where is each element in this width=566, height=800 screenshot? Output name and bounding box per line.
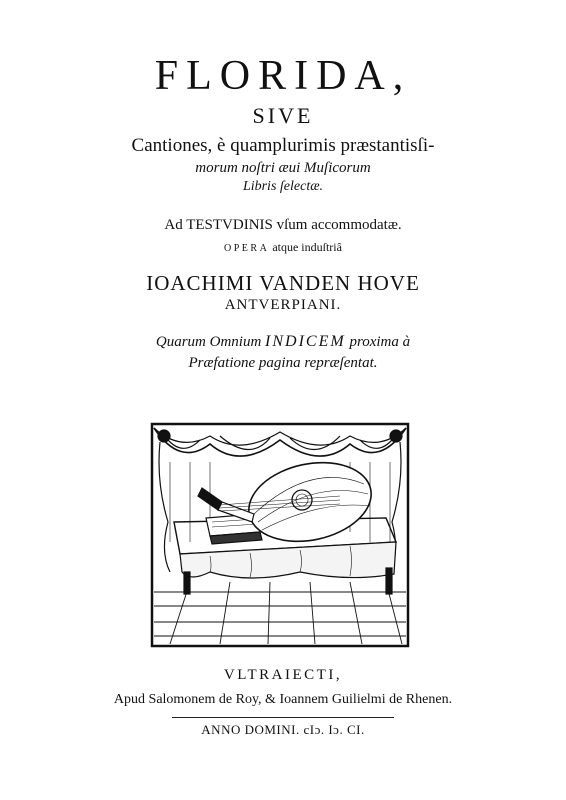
index-note-line-1	[0, 333, 566, 351]
opera-word: OPERA	[224, 243, 270, 254]
atque-words: atque induſtriâ	[272, 240, 342, 254]
imprint-printers: Apud Salomonem de Roy, & Ioannem Guilielmi de Rhenen.	[113, 692, 453, 707]
description-line-3: Libris ſelectæ.	[242, 179, 324, 194]
purpose-vsum: vſum accommodatæ.	[276, 217, 402, 233]
purpose-ad: Ad	[164, 217, 183, 233]
opera-line	[0, 240, 566, 255]
purpose-line	[0, 217, 566, 234]
imprint-divider	[172, 717, 394, 718]
lute-woodcut-illustration	[150, 422, 410, 648]
index-indicem: INDICEM	[265, 333, 346, 350]
author-origin: ANTVERPIANI.	[224, 297, 342, 313]
index-note-line-2: Præfatione pagina repræſentat.	[188, 355, 378, 371]
book-subtitle: SIVE	[252, 103, 314, 128]
description-line-1: Cantiones, è quamplurimis præstantisſi-	[131, 135, 435, 156]
author-name: IOACHIMI VANDEN HOVE	[146, 271, 420, 295]
book-title: FLORIDA,	[154, 53, 412, 99]
purpose-testudinis: TESTVDINIS	[186, 217, 273, 233]
imprint-city: VLTRAIECTI,	[223, 667, 343, 683]
index-quarum: Quarum Omnium	[155, 334, 262, 350]
imprint-year: ANNO DOMINI. cIɔ. Iɔ. CI.	[201, 722, 365, 737]
index-proxima: proxima à	[349, 334, 411, 350]
description-line-2: morum noſtri æui Muſicorum	[195, 160, 371, 176]
